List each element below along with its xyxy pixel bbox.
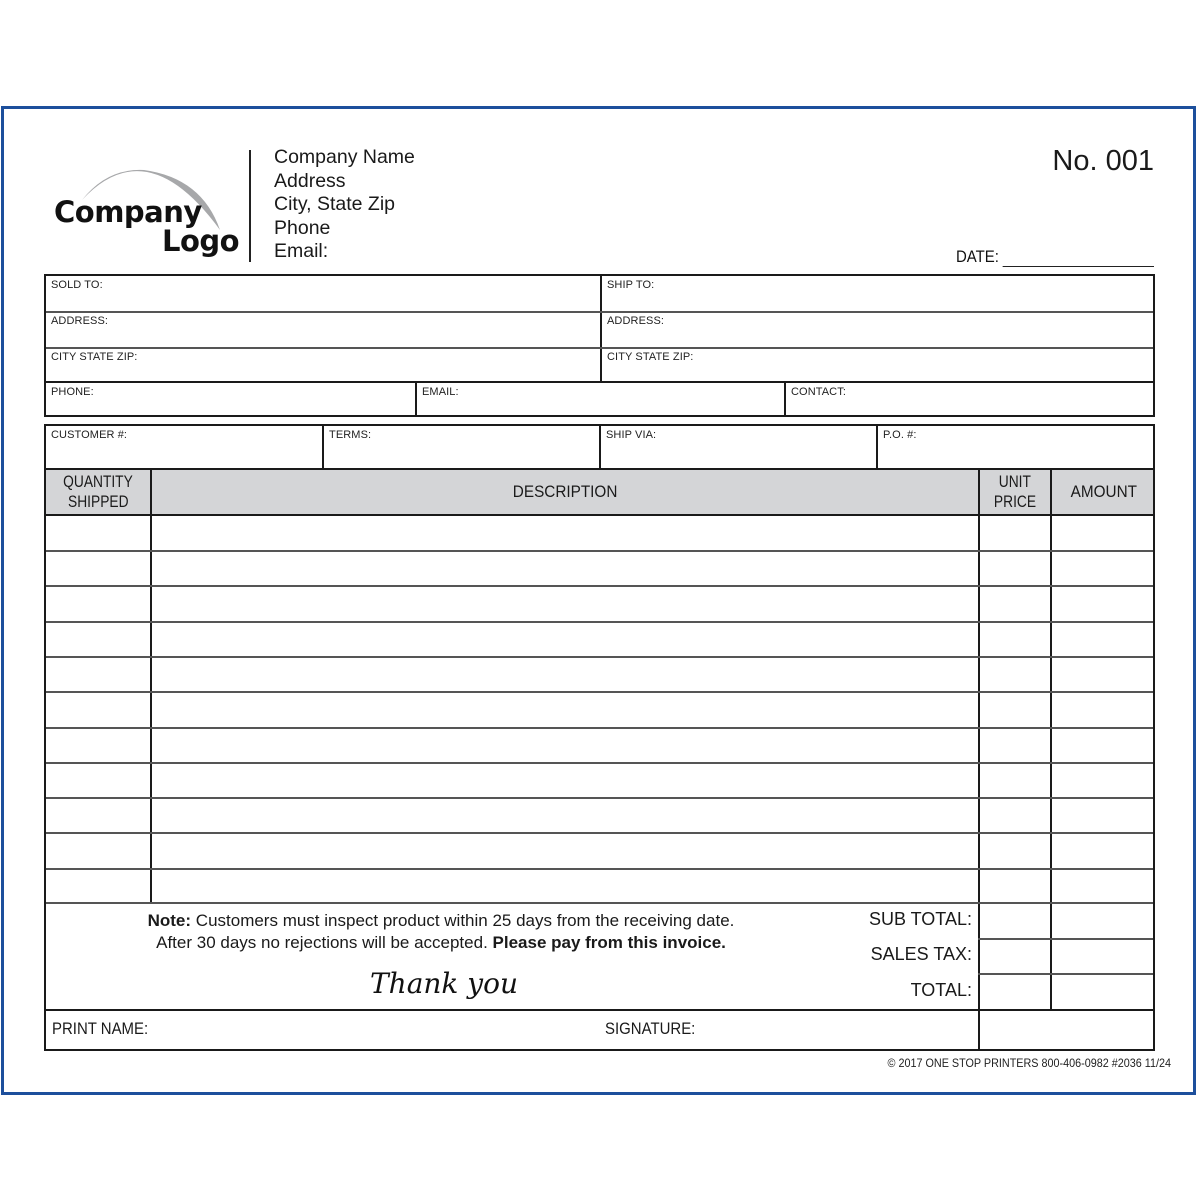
table-row[interactable]: [46, 552, 1155, 587]
customer-number-label: CUSTOMER #:: [51, 429, 128, 441]
header-divider: [249, 150, 251, 262]
total-unit-cell[interactable]: [980, 975, 1050, 1009]
table-row[interactable]: [46, 658, 1155, 693]
email-field[interactable]: [417, 383, 784, 417]
date-field[interactable]: [956, 247, 1154, 267]
signature-label: SIGNATURE:: [605, 1019, 696, 1038]
note-text-2: After 30 days no rejections will be accepted.: [156, 933, 493, 952]
ship-via-field[interactable]: [601, 426, 876, 468]
note-pay-notice: Please pay from this invoice.: [492, 933, 726, 952]
total-amount-field[interactable]: [1052, 975, 1155, 1009]
date-label: DATE:: [956, 247, 999, 266]
ship-to-field[interactable]: [602, 276, 1155, 311]
date-input-line[interactable]: [1002, 249, 1153, 267]
note-line-2: [46, 932, 836, 953]
table-row[interactable]: [46, 729, 1155, 764]
signature-field[interactable]: [600, 1010, 1153, 1048]
header-quantity-shipped: [46, 470, 150, 514]
company-address: Address: [274, 169, 346, 192]
table-row[interactable]: [46, 834, 1155, 869]
header-description-label: DESCRIPTION: [512, 481, 618, 501]
po-number-label: P.O. #:: [883, 429, 917, 441]
copyright-footer: © 2017 ONE STOP PRINTERS 800-406-0982 #2036 11/24: [887, 1056, 1171, 1070]
table-row[interactable]: [46, 587, 1155, 622]
phone-field[interactable]: [46, 383, 415, 417]
table-row[interactable]: [46, 764, 1155, 799]
header-qty-line1: QUANTITY: [63, 471, 133, 491]
header-amount: [1052, 470, 1155, 514]
header-unit-price: [980, 470, 1050, 514]
email-label: EMAIL:: [422, 386, 459, 398]
table-row[interactable]: [46, 870, 1155, 902]
terms-field[interactable]: [324, 426, 599, 468]
items-table-header: [46, 470, 1153, 514]
company-name: Company Name: [274, 146, 415, 168]
company-info: [274, 146, 415, 264]
print-name-label: PRINT NAME:: [52, 1019, 149, 1038]
sold-to-city-label: CITY STATE ZIP:: [51, 351, 138, 363]
sold-to-label: SOLD TO:: [51, 279, 103, 291]
thank-you-text: Thank you: [370, 967, 519, 1000]
company-phone: Phone: [274, 216, 331, 239]
company-logo: [52, 158, 242, 262]
terms-label: TERMS:: [329, 429, 372, 441]
note-line-1: [46, 910, 836, 931]
subtotal-label: SUB TOTAL:: [868, 909, 972, 929]
sold-to-address-label: ADDRESS:: [51, 315, 109, 327]
sales-tax-unit-cell[interactable]: [980, 940, 1050, 973]
order-block: [44, 424, 1155, 1051]
logo-text-company: Company: [54, 195, 202, 229]
company-email: Email:: [274, 240, 329, 263]
note-bold-label: Note:: [147, 911, 192, 930]
ship-to-label: SHIP TO:: [607, 279, 655, 291]
table-row[interactable]: [46, 516, 1155, 551]
ship-to-address-field[interactable]: [602, 312, 1155, 347]
contact-label: CONTACT:: [791, 386, 846, 398]
customer-number-field[interactable]: [46, 426, 322, 468]
header-unit-line2: PRICE: [993, 492, 1037, 511]
po-number-field[interactable]: [878, 426, 1155, 468]
ship-to-city-field[interactable]: [602, 348, 1155, 382]
sales-tax-label: SALES TAX:: [870, 944, 972, 964]
invoice-number: No. 001: [1052, 145, 1154, 177]
ship-to-city-label: CITY STATE ZIP:: [607, 351, 694, 363]
sold-to-address-field[interactable]: [46, 312, 600, 347]
sales-tax-amount-field[interactable]: [1052, 940, 1155, 973]
subtotal-amount-field[interactable]: [1052, 904, 1155, 938]
subtotal-unit-cell[interactable]: [980, 904, 1050, 938]
ship-to-address-label: ADDRESS:: [607, 315, 665, 327]
contact-field[interactable]: [786, 383, 1155, 417]
ship-via-label: SHIP VIA:: [606, 429, 657, 441]
sold-to-city-field[interactable]: [46, 348, 600, 382]
note-text-1: Customers must inspect product within 25 days from the receiving date.: [191, 911, 735, 930]
logo-text-logo: Logo: [162, 224, 240, 258]
header-description: [152, 470, 978, 514]
total-label: TOTAL:: [910, 980, 972, 1000]
print-name-field[interactable]: [46, 1010, 600, 1048]
table-row[interactable]: [46, 693, 1155, 728]
header-qty-line2: SHIPPED: [67, 492, 129, 511]
company-city-state-zip: City, State Zip: [274, 193, 396, 216]
sold-to-field[interactable]: [46, 276, 600, 311]
header-amount-label: AMOUNT: [1070, 481, 1137, 501]
table-row[interactable]: [46, 799, 1155, 834]
customer-address-block: [44, 274, 1155, 417]
phone-label: PHONE:: [51, 386, 94, 398]
table-row[interactable]: [46, 623, 1155, 658]
header-unit-line1: UNIT: [998, 471, 1032, 491]
